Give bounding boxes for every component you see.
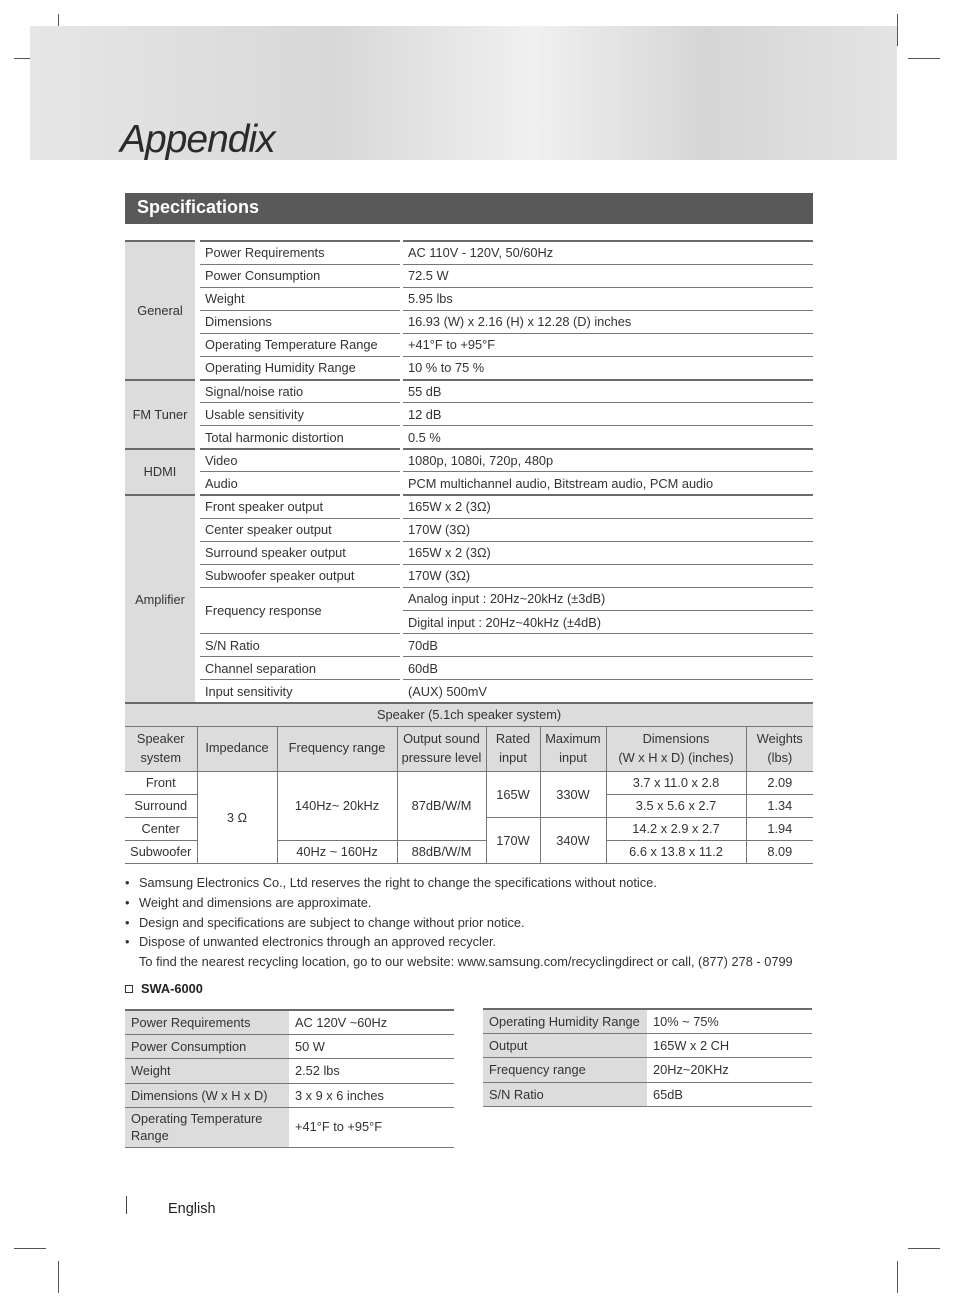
note-text: Design and specifications are subject to change without prior notice. bbox=[139, 914, 525, 930]
speaker-dimensions: 14.2 x 2.9 x 2.7 bbox=[606, 817, 746, 840]
spec-label: Operating Humidity Range bbox=[200, 356, 400, 379]
spec-category: General bbox=[125, 241, 195, 380]
speaker-dimensions: 3.7 x 11.0 x 2.8 bbox=[606, 771, 746, 794]
spec-row bbox=[125, 380, 813, 403]
pressure-main: 87dB/W/M bbox=[397, 771, 486, 840]
spec-label: Front speaker output bbox=[200, 495, 400, 518]
swa-label: Power Requirements bbox=[125, 1010, 289, 1034]
swa-label: Power Consumption bbox=[125, 1034, 289, 1058]
speaker-weight: 1.34 bbox=[746, 794, 813, 817]
spec-value: 70dB bbox=[403, 634, 813, 657]
spec-value: PCM multichannel audio, Bitstream audio, PCM audio bbox=[403, 472, 813, 495]
spec-value: +41°F to +95°F bbox=[403, 333, 813, 356]
spec-label: Channel separation bbox=[200, 657, 400, 680]
model-heading bbox=[125, 981, 203, 996]
speaker-name: Surround bbox=[125, 794, 197, 817]
swa-spec-table-left bbox=[125, 1009, 454, 1148]
header-speaker-system: Speaker system bbox=[125, 726, 197, 771]
pressure-sub: 88dB/W/M bbox=[397, 840, 486, 863]
header-output-pressure: Output sound pressure level bbox=[397, 726, 486, 771]
swa-label: Operating Temperature Range bbox=[125, 1108, 289, 1148]
swa-label: Dimensions (W x H x D) bbox=[125, 1083, 289, 1107]
spec-value: 60dB bbox=[403, 657, 813, 680]
swa-row bbox=[125, 1010, 454, 1034]
header-frequency-range: Frequency range bbox=[277, 726, 397, 771]
max-front-surround: 330W bbox=[540, 771, 606, 817]
spec-label: Operating Temperature Range bbox=[200, 333, 400, 356]
spec-row bbox=[125, 449, 813, 472]
spec-table bbox=[125, 240, 813, 703]
spec-label: Frequency response bbox=[200, 587, 400, 633]
note-text: Samsung Electronics Co., Ltd reserves the right to change the specifications without notice. bbox=[139, 875, 657, 890]
notes-list bbox=[125, 873, 825, 972]
swa-value: 3 x 9 x 6 inches bbox=[289, 1083, 454, 1107]
spec-row bbox=[125, 657, 813, 680]
spec-label: Usable sensitivity bbox=[200, 403, 400, 426]
spec-row bbox=[125, 472, 813, 495]
spec-value: Analog input : 20Hz~20kHz (±3dB) bbox=[403, 587, 813, 610]
spec-label: S/N Ratio bbox=[200, 634, 400, 657]
spec-category: Amplifier bbox=[125, 495, 195, 703]
spec-value: 16.93 (W) x 2.16 (H) x 12.28 (D) inches bbox=[403, 310, 813, 333]
swa-value: +41°F to +95°F bbox=[289, 1108, 454, 1148]
swa-row bbox=[483, 1058, 812, 1082]
spec-row bbox=[125, 333, 813, 356]
spec-label: Video bbox=[200, 449, 400, 472]
speaker-weight: 1.94 bbox=[746, 817, 813, 840]
rated-front-surround: 165W bbox=[486, 771, 540, 817]
rated-center-sub: 170W bbox=[486, 817, 540, 863]
spec-label: Audio bbox=[200, 472, 400, 495]
swa-label: Operating Humidity Range bbox=[483, 1009, 647, 1033]
spec-value: 10 % to 75 % bbox=[403, 356, 813, 379]
note-item bbox=[125, 873, 825, 893]
spec-value: 165W x 2 (3Ω) bbox=[403, 541, 813, 564]
speaker-name: Front bbox=[125, 771, 197, 794]
header-impedance: Impedance bbox=[197, 726, 277, 771]
header-weights: Weights (lbs) bbox=[746, 726, 813, 771]
spec-row bbox=[125, 287, 813, 310]
crop-mark bbox=[908, 1248, 940, 1249]
spec-row bbox=[125, 541, 813, 564]
spec-row bbox=[125, 310, 813, 333]
swa-value: 10% ~ 75% bbox=[647, 1009, 812, 1033]
spec-row bbox=[125, 264, 813, 287]
spec-row bbox=[125, 495, 813, 518]
speaker-table bbox=[125, 702, 813, 864]
max-center-sub: 340W bbox=[540, 817, 606, 863]
model-name: SWA-6000 bbox=[141, 981, 203, 996]
footer-divider bbox=[126, 1196, 127, 1214]
header-rated-input: Rated input bbox=[486, 726, 540, 771]
spec-value: 12 dB bbox=[403, 403, 813, 426]
impedance-value: 3 Ω bbox=[197, 771, 277, 863]
spec-value: 5.95 lbs bbox=[403, 287, 813, 310]
spec-row bbox=[125, 426, 813, 449]
spec-label: Center speaker output bbox=[200, 518, 400, 541]
swa-value: 20Hz~20KHz bbox=[647, 1058, 812, 1082]
spec-label: Signal/noise ratio bbox=[200, 380, 400, 403]
swa-label: Weight bbox=[125, 1059, 289, 1083]
spec-label: Power Consumption bbox=[200, 264, 400, 287]
spec-row bbox=[125, 634, 813, 657]
section-title: Specifications bbox=[137, 197, 260, 217]
swa-value: 50 W bbox=[289, 1034, 454, 1058]
speaker-dimensions: 3.5 x 5.6 x 2.7 bbox=[606, 794, 746, 817]
swa-label: Output bbox=[483, 1033, 647, 1057]
spec-row bbox=[125, 518, 813, 541]
swa-value: 165W x 2 CH bbox=[647, 1033, 812, 1057]
spec-label: Surround speaker output bbox=[200, 541, 400, 564]
spec-value: 1080p, 1080i, 720p, 480p bbox=[403, 449, 813, 472]
swa-value: 65dB bbox=[647, 1082, 812, 1106]
spec-label: Weight bbox=[200, 287, 400, 310]
spec-row bbox=[125, 587, 813, 610]
crop-mark bbox=[14, 1248, 46, 1249]
spec-value: AC 110V - 120V, 50/60Hz bbox=[403, 241, 813, 264]
spec-row bbox=[125, 564, 813, 587]
header-maximum-input: Maximum input bbox=[540, 726, 606, 771]
spec-label: Power Requirements bbox=[200, 241, 400, 264]
swa-spec-table-right bbox=[483, 1008, 812, 1107]
spec-value: 72.5 W bbox=[403, 264, 813, 287]
speaker-dimensions: 6.6 x 13.8 x 11.2 bbox=[606, 840, 746, 863]
spec-category: FM Tuner bbox=[125, 380, 195, 449]
note-item bbox=[125, 893, 825, 913]
header-dimensions: Dimensions (W x H x D) (inches) bbox=[606, 726, 746, 771]
spec-value: 170W (3Ω) bbox=[403, 518, 813, 541]
spec-value: 0.5 % bbox=[403, 426, 813, 449]
note-text: To find the nearest recycling location, go to our website: www.samsung.com/recyclingdirect or call, (877) 278 - 0799 bbox=[139, 954, 793, 970]
frequency-sub: 40Hz ~ 160Hz bbox=[277, 840, 397, 863]
note-item bbox=[125, 932, 825, 972]
swa-value: AC 120V ~60Hz bbox=[289, 1010, 454, 1034]
footer-language: English bbox=[168, 1201, 216, 1217]
spec-label: Total harmonic distortion bbox=[200, 426, 400, 449]
speaker-weight: 2.09 bbox=[746, 771, 813, 794]
spec-label: Dimensions bbox=[200, 310, 400, 333]
spec-row bbox=[125, 356, 813, 379]
note-text: Dispose of unwanted electronics through an approved recycler. bbox=[139, 934, 497, 950]
spec-row bbox=[125, 680, 813, 703]
spec-row bbox=[125, 403, 813, 426]
speaker-table-title: Speaker (5.1ch speaker system) bbox=[125, 703, 813, 726]
swa-label: Frequency range bbox=[483, 1058, 647, 1082]
spec-row bbox=[125, 241, 813, 264]
spec-value: (AUX) 500mV bbox=[403, 680, 813, 703]
spec-label: Subwoofer speaker output bbox=[200, 564, 400, 587]
crop-mark bbox=[897, 14, 898, 46]
swa-row bbox=[125, 1108, 454, 1148]
spec-value: 165W x 2 (3Ω) bbox=[403, 495, 813, 518]
crop-mark bbox=[58, 1261, 59, 1293]
checkbox-bullet-icon bbox=[125, 985, 133, 993]
page-title: Appendix bbox=[120, 118, 275, 161]
swa-value: 2.52 lbs bbox=[289, 1059, 454, 1083]
swa-row bbox=[483, 1033, 812, 1057]
swa-row bbox=[125, 1034, 454, 1058]
crop-mark bbox=[908, 58, 940, 59]
spec-value: 55 dB bbox=[403, 380, 813, 403]
swa-row bbox=[483, 1009, 812, 1033]
spec-value: 170W (3Ω) bbox=[403, 564, 813, 587]
speaker-name: Center bbox=[125, 817, 197, 840]
section-title-bar bbox=[125, 193, 813, 224]
swa-row bbox=[483, 1082, 812, 1106]
swa-row bbox=[125, 1059, 454, 1083]
spec-label: Input sensitivity bbox=[200, 680, 400, 703]
spec-category: HDMI bbox=[125, 449, 195, 495]
speaker-weight: 8.09 bbox=[746, 840, 813, 863]
note-text: Weight and dimensions are approximate. bbox=[139, 894, 372, 910]
swa-label: S/N Ratio bbox=[483, 1082, 647, 1106]
crop-mark bbox=[897, 1261, 898, 1293]
speaker-name: Subwoofer bbox=[125, 840, 197, 863]
swa-row bbox=[125, 1083, 454, 1107]
note-item bbox=[125, 913, 825, 933]
frequency-main: 140Hz~ 20kHz bbox=[277, 771, 397, 840]
spec-value: Digital input : 20Hz~40kHz (±4dB) bbox=[403, 611, 813, 634]
